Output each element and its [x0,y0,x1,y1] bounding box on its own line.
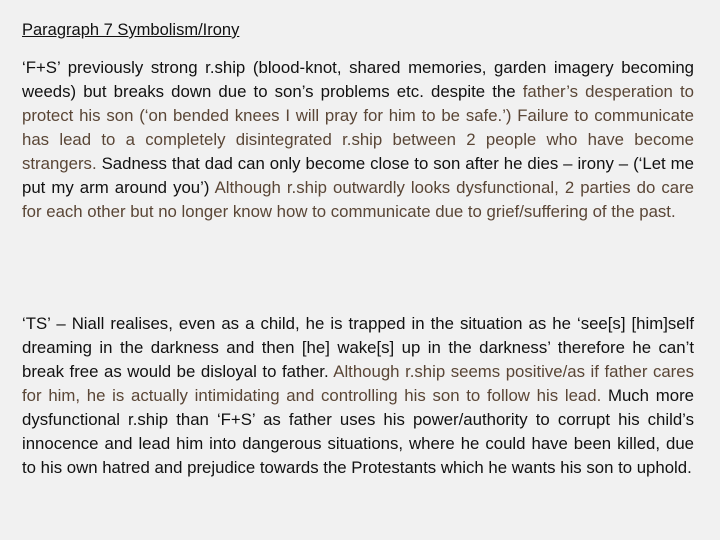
paragraph1-sentence-2: father’s desperation to protect his son (‘on bended knees I will pray for him to be safe.’) Failure to communicate has lead to a completely disintegrated r.ship between 2 people who have become strangers. [22,82,695,173]
paragraph1-sentence-4: Although r.ship outwardly looks dysfunctional, 2 parties do care for each other but no longer know how to communicate due to grief/suffering of the past. [22,178,695,221]
paragraph2-sentence-2: Although r.ship seems positive/as if father cares for him, he is actually intimidating and controlling his son to follow his lead. [22,362,694,405]
paragraph1-sentence-3: Sadness that dad can only become close to son after he dies – irony – (‘Let me put my arm around you’) [22,154,694,197]
paragraph2-sentence-1: ‘TS’ – Niall realises, even as a child, he is trapped in the situation as he ‘see[s] [him]self dreaming in the darkness and then [he] wake[s] up in the darkness’ therefore he can’t break free as would be disloyal to father. [22,314,694,381]
paragraph2-sentence-3: Much more dysfunctional r.ship than ‘F+S’ as father uses his power/authority to corrupt his child’s innocence and lead him into dangerous situations, where he could have been killed, due to his own hatred and prejudice towards the Protestants which he wants his son to uphold. [22,386,694,477]
paragraph-father-son [22,56,694,224]
slide-heading: Paragraph 7 Symbolism/Irony [22,21,240,39]
paragraph-ts [22,312,694,480]
paragraph1-sentence-1: ‘F+S’ previously strong r.ship (blood-knot, shared memories, garden imagery becoming weeds) but breaks down due to son’s problems etc. despite the [22,58,694,101]
